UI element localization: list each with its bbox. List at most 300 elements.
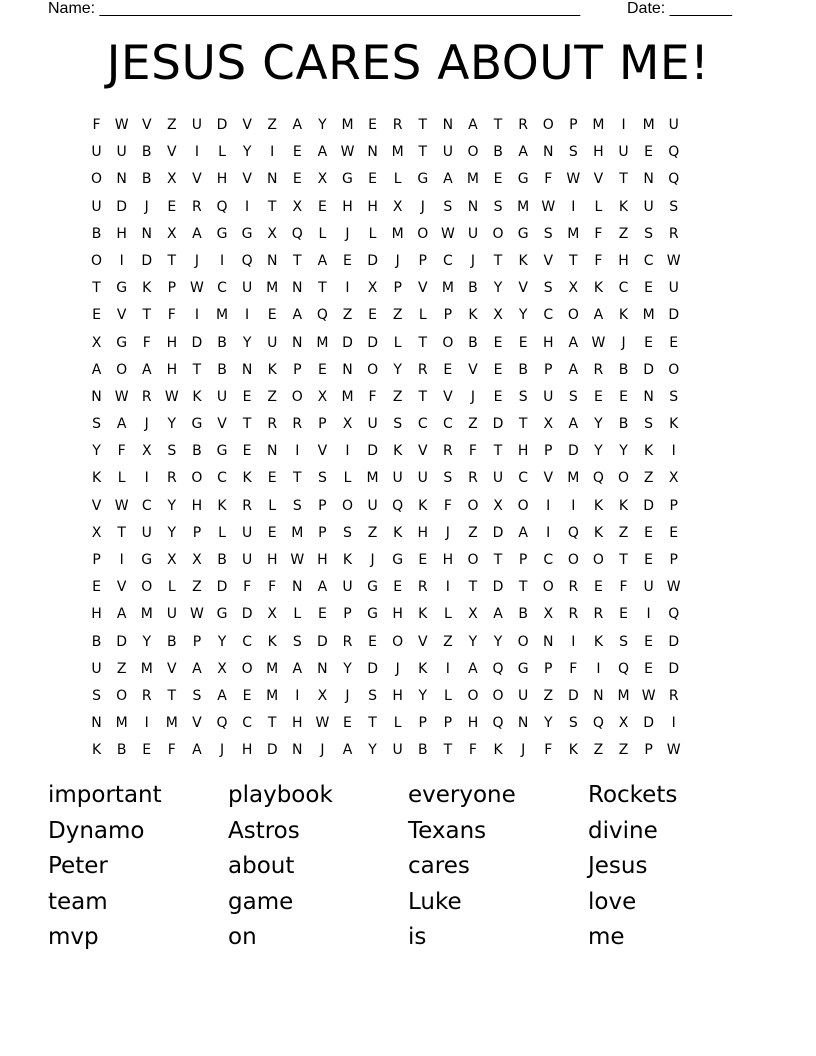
grid-letter[interactable]: X bbox=[141, 443, 152, 460]
grid-letter[interactable]: O bbox=[417, 225, 429, 242]
grid-letter[interactable]: E bbox=[518, 334, 528, 351]
grid-letter[interactable]: U bbox=[166, 606, 177, 623]
grid-letter[interactable]: M bbox=[316, 334, 329, 351]
grid-letter[interactable]: U bbox=[643, 198, 654, 215]
grid-letter[interactable]: B bbox=[468, 334, 478, 351]
grid-letter[interactable]: K bbox=[568, 742, 578, 759]
grid-letter[interactable]: D bbox=[367, 252, 378, 269]
grid-letter[interactable]: F bbox=[468, 742, 477, 759]
grid-letter[interactable]: O bbox=[542, 579, 554, 596]
grid-letter[interactable]: H bbox=[517, 443, 529, 460]
grid-letter[interactable]: L bbox=[218, 144, 226, 161]
grid-letter[interactable]: P bbox=[544, 361, 553, 378]
grid-letter[interactable]: X bbox=[317, 388, 328, 405]
grid-letter[interactable]: S bbox=[443, 198, 453, 215]
grid-letter[interactable]: O bbox=[467, 497, 479, 514]
grid-letter[interactable]: E bbox=[644, 524, 654, 541]
grid-letter[interactable]: S bbox=[568, 144, 578, 161]
grid-letter[interactable]: S bbox=[669, 388, 679, 405]
grid-letter[interactable]: L bbox=[443, 606, 452, 623]
grid-letter[interactable]: B bbox=[217, 552, 227, 568]
grid-letter[interactable]: D bbox=[266, 742, 278, 759]
grid-letter[interactable]: E bbox=[644, 552, 654, 568]
grid-letter[interactable]: S bbox=[292, 497, 302, 514]
grid-letter[interactable]: E bbox=[92, 307, 101, 324]
grid-letter[interactable]: H bbox=[593, 144, 604, 161]
grid-letter[interactable]: N bbox=[116, 171, 127, 188]
grid-letter[interactable]: K bbox=[217, 497, 227, 514]
grid-letter[interactable]: R bbox=[242, 497, 252, 514]
grid-letter[interactable]: E bbox=[644, 334, 654, 351]
grid-letter[interactable]: X bbox=[468, 606, 478, 623]
grid-letter[interactable]: T bbox=[493, 252, 503, 269]
grid-letter[interactable]: F bbox=[92, 117, 101, 133]
grid-letter[interactable]: Z bbox=[342, 307, 353, 324]
grid-letter[interactable]: Q bbox=[592, 470, 604, 487]
grid-letter[interactable]: E bbox=[317, 606, 327, 623]
grid-letter[interactable]: J bbox=[621, 334, 626, 351]
grid-letter[interactable]: N bbox=[542, 144, 554, 161]
grid-letter[interactable]: Z bbox=[267, 117, 277, 133]
grid-letter[interactable]: B bbox=[192, 443, 202, 460]
grid-letter[interactable]: B bbox=[468, 280, 478, 297]
grid-letter[interactable]: O bbox=[592, 552, 604, 568]
grid-letter[interactable]: S bbox=[568, 715, 578, 732]
grid-letter[interactable]: C bbox=[242, 715, 252, 732]
grid-letter[interactable]: U bbox=[241, 552, 253, 568]
grid-letter[interactable]: S bbox=[644, 416, 654, 433]
grid-letter[interactable]: B bbox=[141, 144, 152, 161]
grid-letter[interactable]: D bbox=[367, 443, 378, 460]
grid-letter[interactable]: W bbox=[440, 225, 455, 242]
grid-letter[interactable]: X bbox=[91, 334, 102, 351]
grid-letter[interactable]: E bbox=[493, 388, 503, 405]
grid-letter[interactable]: L bbox=[594, 198, 603, 215]
grid-letter[interactable]: F bbox=[368, 388, 377, 405]
grid-letter[interactable]: H bbox=[216, 171, 228, 188]
grid-letter[interactable]: U bbox=[392, 470, 403, 487]
grid-letter[interactable]: Q bbox=[492, 660, 504, 677]
grid-letter[interactable]: S bbox=[443, 470, 453, 487]
grid-letter[interactable]: V bbox=[317, 443, 328, 460]
grid-letter[interactable]: C bbox=[643, 252, 654, 269]
grid-letter[interactable]: I bbox=[571, 198, 576, 215]
grid-letter[interactable]: E bbox=[644, 144, 654, 161]
grid-letter[interactable]: V bbox=[417, 280, 428, 297]
grid-letter[interactable]: I bbox=[194, 307, 199, 324]
grid-letter[interactable]: O bbox=[141, 579, 153, 596]
grid-letter[interactable]: Q bbox=[216, 715, 228, 732]
grid-letter[interactable]: U bbox=[241, 524, 253, 541]
grid-letter[interactable]: T bbox=[117, 524, 126, 541]
grid-letter[interactable]: R bbox=[392, 117, 403, 133]
grid-letter[interactable]: J bbox=[219, 742, 225, 759]
grid-letter[interactable]: E bbox=[644, 660, 654, 677]
grid-letter[interactable]: P bbox=[192, 633, 202, 650]
grid-letter[interactable]: U bbox=[392, 742, 403, 759]
grid-letter[interactable]: L bbox=[393, 715, 402, 732]
grid-letter[interactable]: F bbox=[167, 742, 176, 759]
grid-letter[interactable]: P bbox=[318, 416, 327, 433]
grid-letter[interactable]: N bbox=[266, 252, 278, 269]
grid-letter[interactable]: U bbox=[543, 388, 554, 405]
grid-letter[interactable]: J bbox=[395, 660, 400, 677]
grid-letter[interactable]: O bbox=[618, 470, 630, 487]
grid-letter[interactable]: D bbox=[492, 524, 504, 541]
grid-letter[interactable]: S bbox=[292, 633, 302, 650]
grid-letter[interactable]: H bbox=[417, 524, 429, 541]
grid-letter[interactable]: O bbox=[517, 497, 529, 514]
grid-letter[interactable]: R bbox=[568, 579, 579, 596]
grid-letter[interactable]: I bbox=[194, 144, 199, 161]
grid-letter[interactable]: U bbox=[91, 144, 102, 161]
grid-letter[interactable]: B bbox=[217, 361, 227, 378]
grid-letter[interactable]: Z bbox=[618, 742, 629, 759]
grid-letter[interactable]: G bbox=[191, 416, 203, 433]
grid-letter[interactable]: M bbox=[341, 117, 354, 133]
grid-letter[interactable]: X bbox=[367, 280, 378, 297]
grid-letter[interactable]: M bbox=[140, 660, 153, 677]
grid-letter[interactable]: E bbox=[493, 334, 503, 351]
grid-letter[interactable]: M bbox=[266, 660, 279, 677]
grid-letter[interactable]: R bbox=[468, 470, 478, 487]
grid-letter[interactable]: T bbox=[518, 579, 528, 596]
grid-letter[interactable]: P bbox=[318, 497, 327, 514]
grid-letter[interactable]: R bbox=[442, 443, 453, 460]
grid-letter[interactable]: M bbox=[567, 225, 580, 242]
grid-letter[interactable]: W bbox=[591, 334, 606, 351]
grid-letter[interactable]: B bbox=[167, 633, 177, 650]
grid-letter[interactable]: Z bbox=[116, 660, 127, 677]
grid-letter[interactable]: H bbox=[342, 198, 353, 215]
grid-letter[interactable]: M bbox=[291, 524, 304, 541]
grid-letter[interactable]: B bbox=[141, 171, 152, 188]
grid-letter[interactable]: Y bbox=[594, 416, 603, 433]
grid-letter[interactable]: A bbox=[192, 742, 202, 759]
grid-letter[interactable]: P bbox=[443, 307, 453, 324]
grid-letter[interactable]: I bbox=[144, 715, 149, 732]
grid-letter[interactable]: M bbox=[165, 715, 178, 732]
grid-letter[interactable]: O bbox=[341, 497, 353, 514]
grid-letter[interactable]: O bbox=[467, 144, 479, 161]
grid-letter[interactable]: X bbox=[342, 416, 353, 433]
grid-letter[interactable]: I bbox=[445, 579, 450, 596]
grid-letter[interactable]: C bbox=[543, 552, 554, 568]
grid-letter[interactable]: S bbox=[644, 225, 654, 242]
grid-letter[interactable]: Y bbox=[167, 497, 177, 514]
grid-letter[interactable]: J bbox=[144, 198, 149, 215]
grid-letter[interactable]: A bbox=[292, 117, 303, 133]
grid-letter[interactable]: N bbox=[643, 171, 654, 188]
grid-letter[interactable]: I bbox=[671, 715, 676, 732]
grid-letter[interactable]: R bbox=[417, 361, 428, 378]
grid-letter[interactable]: U bbox=[91, 660, 102, 677]
grid-letter[interactable]: F bbox=[468, 443, 477, 460]
grid-letter[interactable]: J bbox=[370, 552, 375, 568]
grid-letter[interactable]: P bbox=[544, 660, 553, 677]
grid-letter[interactable]: Z bbox=[267, 388, 277, 405]
grid-letter[interactable]: W bbox=[190, 606, 204, 623]
grid-letter[interactable]: C bbox=[518, 470, 529, 487]
grid-letter[interactable]: N bbox=[292, 579, 303, 596]
grid-letter[interactable]: M bbox=[266, 687, 279, 704]
grid-letter[interactable]: E bbox=[292, 171, 302, 188]
grid-letter[interactable]: G bbox=[417, 171, 429, 188]
grid-letter[interactable]: A bbox=[317, 579, 328, 596]
grid-letter[interactable]: J bbox=[420, 198, 425, 215]
grid-letter[interactable]: E bbox=[493, 361, 503, 378]
grid-letter[interactable]: L bbox=[268, 497, 277, 514]
grid-letter[interactable]: E bbox=[393, 579, 403, 596]
grid-letter[interactable]: S bbox=[92, 416, 101, 433]
grid-letter[interactable]: F bbox=[443, 497, 452, 514]
grid-letter[interactable]: Y bbox=[493, 633, 503, 650]
grid-letter[interactable]: W bbox=[566, 171, 581, 188]
grid-letter[interactable]: J bbox=[345, 225, 350, 242]
grid-letter[interactable]: D bbox=[116, 198, 128, 215]
grid-letter[interactable]: C bbox=[217, 280, 227, 297]
grid-letter[interactable]: D bbox=[141, 252, 153, 269]
grid-letter[interactable]: D bbox=[342, 334, 353, 351]
grid-letter[interactable]: M bbox=[215, 307, 229, 324]
grid-letter[interactable]: E bbox=[267, 307, 277, 324]
grid-letter[interactable]: U bbox=[267, 334, 278, 351]
grid-letter[interactable]: K bbox=[418, 660, 428, 677]
grid-letter[interactable]: K bbox=[91, 742, 102, 759]
grid-letter[interactable]: D bbox=[643, 497, 654, 514]
grid-letter[interactable]: U bbox=[367, 497, 378, 514]
grid-letter[interactable]: Z bbox=[468, 416, 478, 433]
grid-letter[interactable]: J bbox=[521, 742, 526, 759]
grid-letter[interactable]: I bbox=[445, 660, 450, 677]
grid-letter[interactable]: B bbox=[116, 742, 127, 759]
grid-letter[interactable]: M bbox=[366, 470, 379, 487]
grid-letter[interactable]: X bbox=[167, 225, 177, 242]
grid-letter[interactable]: A bbox=[443, 171, 453, 188]
grid-letter[interactable]: T bbox=[92, 280, 101, 297]
grid-letter[interactable]: H bbox=[241, 742, 253, 759]
grid-letter[interactable]: A bbox=[468, 117, 478, 133]
grid-letter[interactable]: X bbox=[493, 497, 503, 514]
grid-letter[interactable]: O bbox=[116, 361, 128, 378]
grid-letter[interactable]: J bbox=[320, 742, 325, 759]
grid-letter[interactable]: B bbox=[618, 416, 629, 433]
grid-letter[interactable]: N bbox=[266, 443, 278, 460]
grid-letter[interactable]: S bbox=[343, 524, 352, 541]
grid-letter[interactable]: Y bbox=[418, 687, 428, 704]
grid-letter[interactable]: B bbox=[217, 334, 227, 351]
grid-letter[interactable]: U bbox=[141, 524, 152, 541]
grid-letter[interactable]: O bbox=[442, 334, 454, 351]
grid-letter[interactable]: V bbox=[417, 443, 428, 460]
grid-letter[interactable]: T bbox=[493, 552, 503, 568]
grid-letter[interactable]: J bbox=[194, 252, 199, 269]
grid-letter[interactable]: P bbox=[343, 606, 352, 623]
grid-letter[interactable]: P bbox=[443, 715, 453, 732]
grid-letter[interactable]: Z bbox=[618, 524, 629, 541]
grid-letter[interactable]: G bbox=[216, 225, 228, 242]
grid-letter[interactable]: T bbox=[167, 252, 177, 269]
grid-letter[interactable]: V bbox=[417, 633, 428, 650]
grid-letter[interactable]: L bbox=[167, 579, 176, 596]
grid-letter[interactable]: W bbox=[541, 198, 556, 215]
grid-letter[interactable]: I bbox=[671, 443, 676, 460]
grid-letter[interactable]: V bbox=[468, 361, 478, 378]
grid-letter[interactable]: Y bbox=[167, 524, 177, 541]
grid-letter[interactable]: K bbox=[91, 470, 102, 487]
grid-letter[interactable]: A bbox=[568, 334, 579, 351]
grid-letter[interactable]: T bbox=[368, 715, 377, 732]
grid-letter[interactable]: V bbox=[518, 280, 528, 297]
grid-letter[interactable]: K bbox=[593, 280, 604, 297]
grid-letter[interactable]: E bbox=[343, 715, 352, 732]
grid-letter[interactable]: Z bbox=[167, 117, 177, 133]
grid-letter[interactable]: L bbox=[418, 307, 427, 324]
grid-letter[interactable]: D bbox=[643, 361, 654, 378]
grid-letter[interactable]: U bbox=[492, 470, 504, 487]
grid-letter[interactable]: O bbox=[567, 307, 579, 324]
grid-letter[interactable]: Q bbox=[492, 715, 504, 732]
grid-letter[interactable]: Y bbox=[468, 633, 478, 650]
grid-letter[interactable]: Z bbox=[468, 524, 478, 541]
grid-letter[interactable]: H bbox=[166, 361, 178, 378]
grid-letter[interactable]: F bbox=[594, 225, 603, 242]
grid-letter[interactable]: K bbox=[593, 497, 604, 514]
grid-letter[interactable]: V bbox=[141, 117, 152, 133]
grid-letter[interactable]: E bbox=[242, 443, 252, 460]
grid-letter[interactable]: C bbox=[618, 280, 629, 297]
grid-letter[interactable]: D bbox=[241, 606, 253, 623]
grid-letter[interactable]: H bbox=[116, 225, 127, 242]
grid-letter[interactable]: O bbox=[191, 470, 203, 487]
grid-letter[interactable]: E bbox=[317, 361, 327, 378]
grid-letter[interactable]: V bbox=[167, 660, 177, 677]
grid-letter[interactable]: L bbox=[218, 524, 226, 541]
grid-letter[interactable]: X bbox=[91, 524, 102, 541]
grid-letter[interactable]: U bbox=[518, 687, 529, 704]
grid-letter[interactable]: A bbox=[568, 416, 579, 433]
grid-letter[interactable]: W bbox=[114, 497, 129, 514]
grid-letter[interactable]: X bbox=[217, 660, 227, 677]
grid-letter[interactable]: I bbox=[345, 443, 350, 460]
grid-letter[interactable]: D bbox=[216, 117, 228, 133]
grid-letter[interactable]: P bbox=[418, 252, 427, 269]
grid-letter[interactable]: U bbox=[216, 388, 228, 405]
grid-letter[interactable]: O bbox=[91, 171, 103, 188]
grid-letter[interactable]: P bbox=[92, 552, 101, 568]
grid-letter[interactable]: M bbox=[466, 171, 479, 188]
grid-letter[interactable]: G bbox=[367, 579, 378, 596]
grid-letter[interactable]: O bbox=[517, 633, 529, 650]
grid-letter[interactable]: N bbox=[367, 144, 378, 161]
grid-letter[interactable]: K bbox=[342, 552, 353, 568]
grid-letter[interactable]: E bbox=[368, 117, 377, 133]
grid-letter[interactable]: S bbox=[669, 198, 679, 215]
grid-letter[interactable]: T bbox=[418, 144, 428, 161]
grid-letter[interactable]: K bbox=[593, 524, 604, 541]
grid-letter[interactable]: T bbox=[418, 388, 428, 405]
grid-letter[interactable]: Y bbox=[493, 280, 503, 297]
grid-letter[interactable]: K bbox=[618, 497, 629, 514]
grid-letter[interactable]: I bbox=[546, 497, 551, 514]
grid-letter[interactable]: V bbox=[443, 388, 453, 405]
grid-letter[interactable]: W bbox=[666, 742, 681, 759]
grid-letter[interactable]: E bbox=[669, 334, 679, 351]
grid-letter[interactable]: R bbox=[593, 606, 604, 623]
grid-letter[interactable]: G bbox=[367, 606, 378, 623]
grid-letter[interactable]: K bbox=[618, 307, 629, 324]
grid-letter[interactable]: B bbox=[618, 361, 629, 378]
grid-letter[interactable]: Q bbox=[668, 171, 680, 188]
grid-letter[interactable]: M bbox=[592, 117, 605, 133]
grid-letter[interactable]: O bbox=[668, 361, 680, 378]
grid-letter[interactable]: F bbox=[142, 334, 151, 351]
grid-letter[interactable]: V bbox=[543, 252, 554, 269]
grid-letter[interactable]: T bbox=[318, 280, 327, 297]
grid-letter[interactable]: N bbox=[241, 361, 253, 378]
grid-letter[interactable]: S bbox=[543, 225, 553, 242]
grid-letter[interactable]: K bbox=[393, 443, 403, 460]
grid-letter[interactable]: Q bbox=[618, 660, 630, 677]
grid-letter[interactable]: R bbox=[342, 633, 353, 650]
grid-letter[interactable]: E bbox=[418, 552, 428, 568]
grid-letter[interactable]: W bbox=[164, 388, 179, 405]
grid-letter[interactable]: O bbox=[91, 252, 103, 269]
grid-letter[interactable]: S bbox=[92, 687, 101, 704]
grid-letter[interactable]: I bbox=[546, 524, 551, 541]
grid-letter[interactable]: K bbox=[418, 606, 428, 623]
grid-letter[interactable]: I bbox=[119, 252, 124, 269]
grid-letter[interactable]: P bbox=[418, 715, 427, 732]
grid-letter[interactable]: X bbox=[543, 416, 554, 433]
grid-letter[interactable]: E bbox=[669, 524, 679, 541]
grid-letter[interactable]: K bbox=[669, 416, 679, 433]
grid-letter[interactable]: Q bbox=[392, 497, 404, 514]
grid-letter[interactable]: M bbox=[617, 687, 630, 704]
grid-letter[interactable]: R bbox=[668, 687, 679, 704]
grid-letter[interactable]: K bbox=[192, 388, 202, 405]
grid-letter[interactable]: P bbox=[644, 742, 653, 759]
grid-letter[interactable]: V bbox=[217, 416, 227, 433]
grid-letter[interactable]: E bbox=[317, 198, 327, 215]
grid-letter[interactable]: W bbox=[114, 388, 129, 405]
grid-letter[interactable]: A bbox=[116, 606, 127, 623]
grid-letter[interactable]: D bbox=[492, 416, 504, 433]
grid-letter[interactable]: Z bbox=[392, 307, 403, 324]
grid-letter[interactable]: Y bbox=[619, 443, 628, 460]
grid-letter[interactable]: U bbox=[618, 144, 629, 161]
grid-letter[interactable]: I bbox=[621, 117, 626, 133]
grid-letter[interactable]: X bbox=[543, 606, 554, 623]
grid-letter[interactable]: S bbox=[543, 280, 553, 297]
grid-letter[interactable]: X bbox=[618, 715, 629, 732]
grid-letter[interactable]: L bbox=[318, 225, 327, 242]
grid-letter[interactable]: V bbox=[192, 715, 202, 732]
grid-letter[interactable]: T bbox=[569, 252, 578, 269]
name-field[interactable]: Name: ______________________________________________________ bbox=[48, 0, 581, 17]
grid-letter[interactable]: F bbox=[594, 252, 603, 269]
grid-letter[interactable]: Q bbox=[241, 252, 253, 269]
grid-letter[interactable]: S bbox=[619, 633, 628, 650]
grid-letter[interactable]: N bbox=[643, 388, 654, 405]
grid-letter[interactable]: Z bbox=[593, 742, 604, 759]
grid-letter[interactable]: Z bbox=[643, 470, 654, 487]
grid-letter[interactable]: N bbox=[266, 171, 278, 188]
grid-letter[interactable]: S bbox=[192, 687, 202, 704]
grid-letter[interactable]: N bbox=[467, 198, 479, 215]
grid-letter[interactable]: H bbox=[367, 198, 378, 215]
grid-letter[interactable]: E bbox=[644, 280, 654, 297]
